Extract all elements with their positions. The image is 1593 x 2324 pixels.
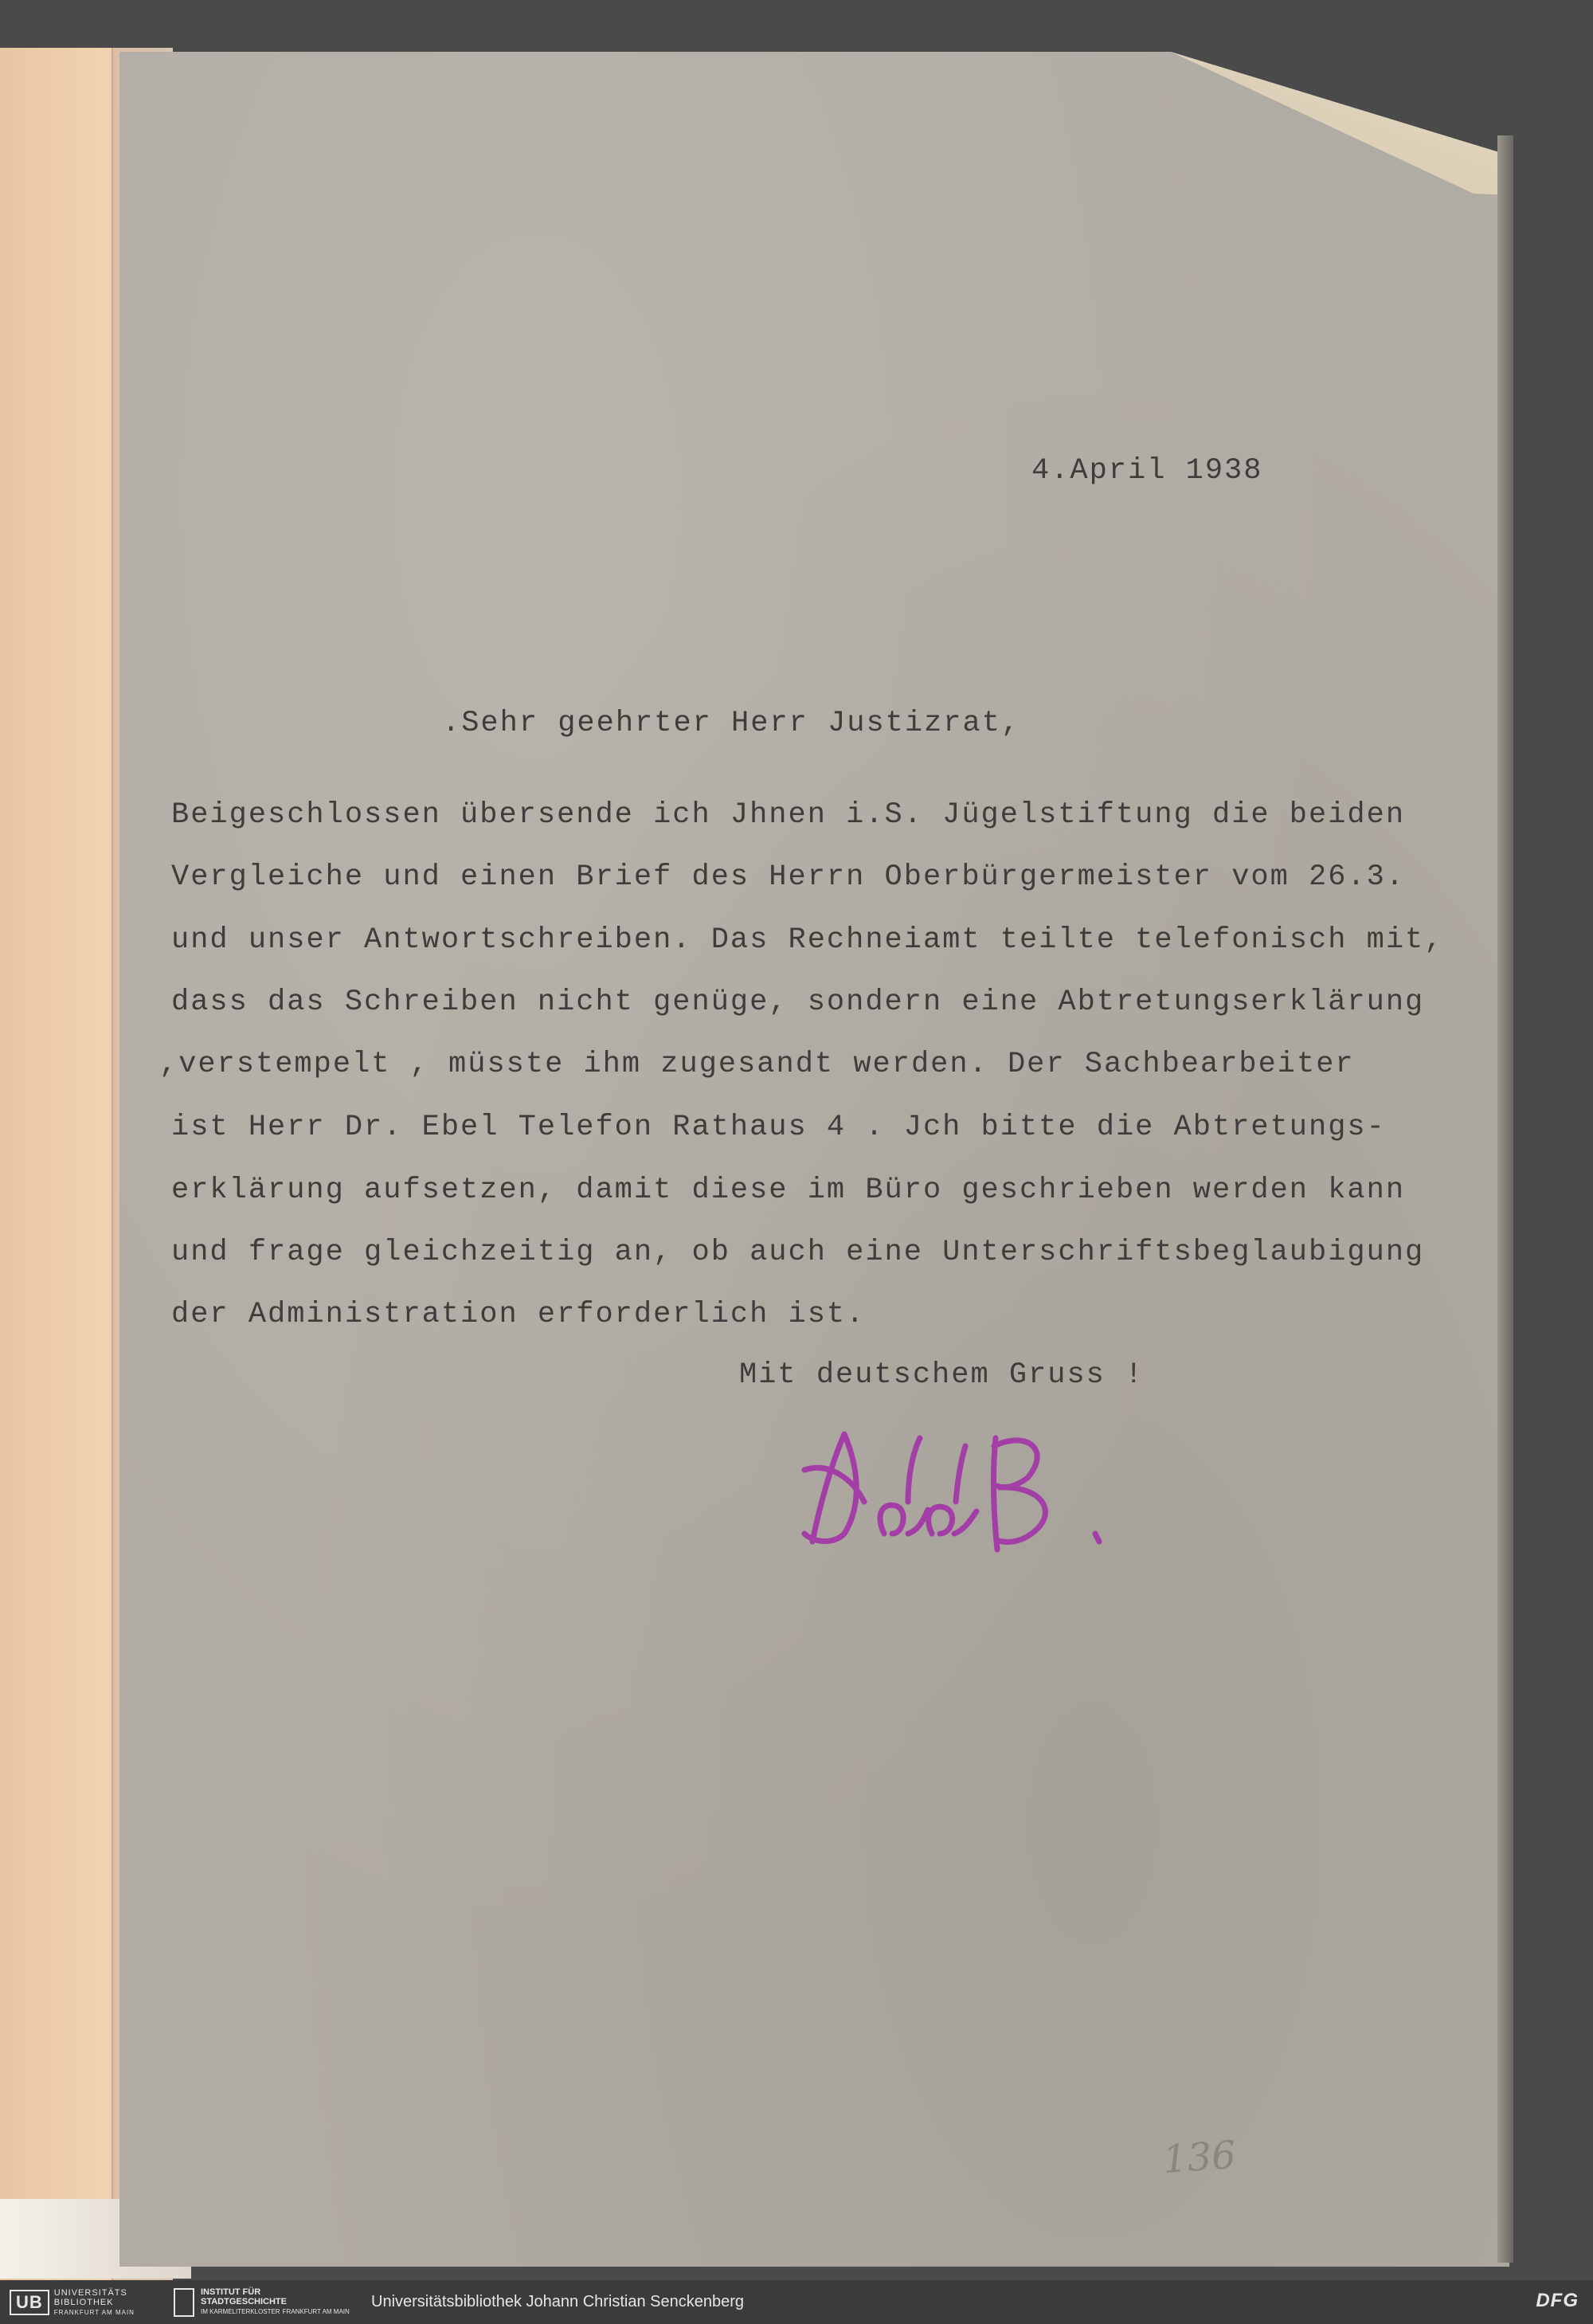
letter-salutation: .Sehr geehrter Herr Justizrat, <box>442 707 1021 740</box>
letter-closing: Mit deutschem Gruss ! <box>739 1358 1145 1392</box>
body-line: erklärung aufsetzen, damit diese im Büro geschrieben werden kann <box>171 1174 1406 1207</box>
footer-title: Universitätsbibliothek Johann Christian Senckenberg <box>371 2293 745 2310</box>
body-line: der Administration erforderlich ist. <box>171 1298 866 1331</box>
ub-logo-text <box>54 2288 135 2318</box>
folio-number: 136 <box>1161 2132 1238 2183</box>
body-line: Beigeschlossen übersende ich Jhnen i.S. Jügelstiftung die beiden <box>171 798 1406 832</box>
ub-logo <box>10 2288 135 2317</box>
isg-logo-text-line: IM KARMELITERKLOSTER <box>201 2308 280 2315</box>
body-line: und unser Antwortschreiben. Das Rechneiamt teilte telefonisch mit, <box>171 923 1444 957</box>
body-line: dass das Schreiben nicht genüge, sondern eine Abtretungserklärung <box>171 986 1425 1019</box>
dfg-logo: DFG <box>1536 2290 1579 2311</box>
isg-logo-icon <box>174 2288 194 2317</box>
body-line: Vergleiche und einen Brief des Herrn Oberbürgermeister vom 26.3. <box>171 860 1406 894</box>
letter-date: 4.April 1938 <box>1031 454 1263 488</box>
isg-logo-text <box>201 2287 350 2317</box>
body-line: ,verstempelt , müsste ihm zugesandt werden. Der Sachbearbeiter <box>159 1048 1355 1081</box>
body-line: und frage gleichzeitig an, ob auch eine Unterschriftsbeglaubigung <box>171 1236 1425 1269</box>
ub-logo-text-line: FRANKFURT AM MAIN <box>53 2308 135 2316</box>
body-line: ist Herr Dr. Ebel Telefon Rathaus 4 . Jch bitte die Abtretungs- <box>171 1111 1386 1144</box>
footer-bar <box>0 2280 1593 2324</box>
letter-paper <box>119 52 1509 2267</box>
isg-logo-text-line: FRANKFURT AM MAIN <box>282 2308 350 2315</box>
ub-logo-text-line: BIBLIOTHEK <box>53 2297 114 2307</box>
paper-edge-shadow <box>1497 135 1513 2263</box>
isg-logo <box>174 2287 350 2317</box>
ub-logo-mark: UB <box>10 2290 49 2315</box>
isg-logo-text-line: INSTITUT FÜR <box>201 2287 261 2297</box>
ub-logo-text-line: UNIVERSITÄTS <box>53 2287 127 2298</box>
handwritten-signature <box>789 1414 1123 1558</box>
isg-logo-text-line: STADTGESCHICHTE <box>201 2297 287 2306</box>
